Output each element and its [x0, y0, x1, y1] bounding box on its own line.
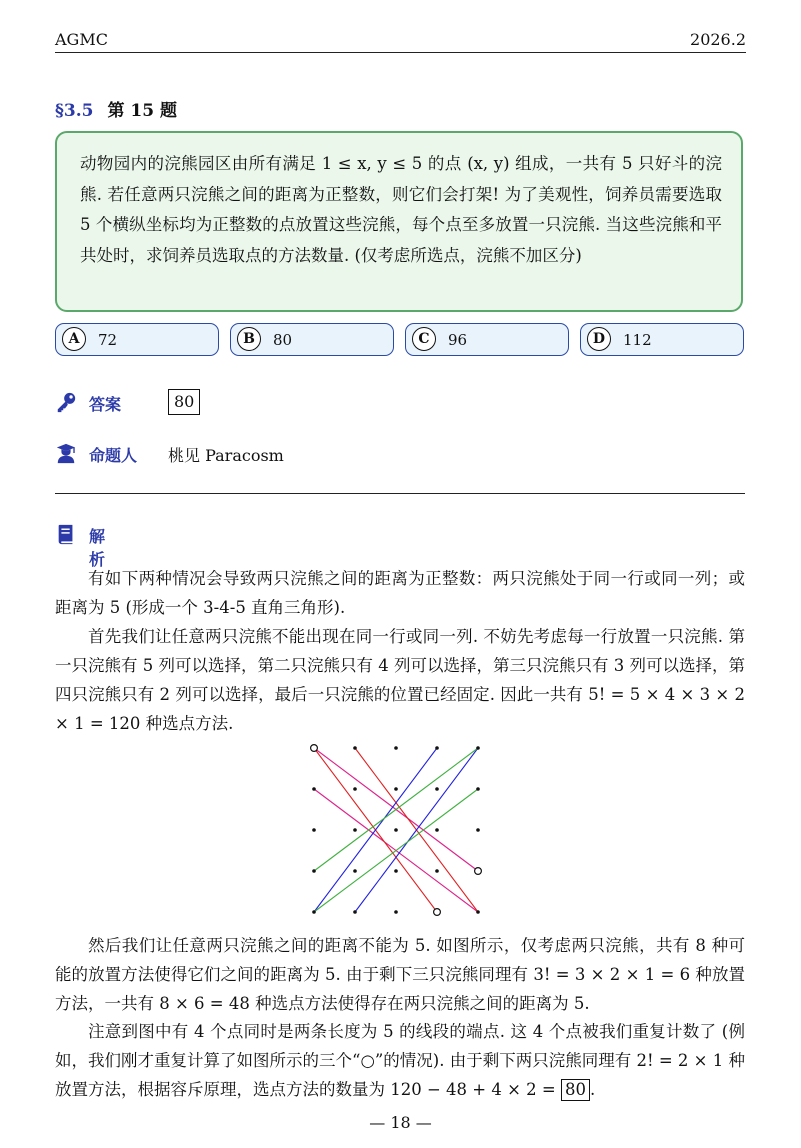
analysis-paragraph-3: 然后我们让任意两只浣熊之间的距离不能为 5. 如图所示，仅考虑两只浣熊，共有 8 种可能的放置方法使得它们之间的距离为 5. 由于剩下三只浣熊同理有 3! = 3 × 2 × 1 = 6 种放置方法，一共有 8 × 6 = 48 种选点方法使得存在两只浣熊之间的距离为 5.	[55, 936, 745, 1013]
paragraph-4-end: .	[590, 1080, 596, 1099]
author-name: 桃见 Paracosm	[168, 446, 284, 465]
grid-point	[353, 746, 357, 750]
option-letter: C	[412, 327, 436, 351]
option-a[interactable]	[55, 323, 219, 356]
answer-label: 答案	[89, 395, 122, 414]
grid-point	[312, 787, 316, 791]
grid-point	[435, 746, 439, 750]
option-value: 72	[98, 331, 118, 349]
analysis-paragraph-1: 有如下两种情况会导致两只浣熊之间的距离为正整数：两只浣熊处于同一行或同一列；或距离为 5 (形成一个 3-4-5 直角三角形).	[55, 569, 745, 617]
circled-point	[311, 745, 318, 752]
option-c[interactable]	[405, 323, 569, 356]
author-label: 命题人	[89, 446, 138, 465]
grid-point	[353, 828, 357, 832]
option-letter: A	[62, 327, 86, 351]
option-letter: B	[237, 327, 261, 351]
section-title	[55, 96, 177, 121]
option-value: 80	[273, 331, 293, 349]
grid-point	[435, 869, 439, 873]
author-row	[55, 440, 455, 466]
grid-point	[312, 828, 316, 832]
problem-text: 动物园内的浣熊园区由所有满足 1 ≤ x, y ≤ 5 的点 (x, y) 组成，一共有 5 只好斗的浣熊. 若任意两只浣熊之间的距离为正整数，则它们会打架! 为了美观性，饲养员需要选取 5 个横纵坐标均为正整数的点放置这些浣熊，每个点至多放置一只浣熊. 当这些浣熊和平共处时，求饲养员选取点的方法数量. (仅考虑所选点，浣熊不加区分)	[80, 154, 722, 265]
grid-point	[353, 869, 357, 873]
paragraph-4-text: 注意到图中有 4 个点同时是两条长度为 5 的线段的端点. 这 4 个点被我们重复计数了 (例如，我们刚才重复计算了如图所示的三个“○”的情况). 由于剩下两只浣熊同理有 2! = 2 × 1 种放置方法，根据容斥原理，选点方法的数量为 120 − 48 + 4 × 2 =	[55, 1022, 745, 1099]
page-header	[55, 30, 746, 53]
problem-title: 第 15 题	[107, 101, 177, 121]
grid-point	[353, 787, 357, 791]
grid-point	[394, 746, 398, 750]
final-answer-box: 80	[561, 1079, 590, 1101]
option-value: 96	[448, 331, 468, 349]
divider	[55, 493, 745, 494]
author-icon	[55, 442, 77, 464]
grid-point	[394, 828, 398, 832]
circled-point	[434, 909, 441, 916]
answer-row	[55, 389, 355, 415]
answer-value: 80	[168, 389, 200, 415]
grid-point	[476, 828, 480, 832]
grid-point	[435, 828, 439, 832]
page-number: — 18 —	[369, 1113, 432, 1132]
key-icon	[55, 391, 77, 413]
grid-point	[312, 910, 316, 914]
analysis-label: 解析	[89, 527, 106, 569]
header-right: 2026.2	[690, 30, 746, 49]
problem-box	[55, 131, 743, 312]
header-left: AGMC	[55, 30, 108, 49]
grid-point	[476, 787, 480, 791]
analysis-paragraph-2: 首先我们让任意两只浣熊不能出现在同一行或同一列. 不妨先考虑每一行放置一只浣熊. 第一只浣熊有 5 列可以选择，第二只浣熊只有 4 列可以选择，第三只浣熊只有 3 列可以选择，第四只浣熊只有 2 列可以选择，最后一只浣熊的位置已经固定. 因此一共有 5! = 5 × 4 × 3 × 2 × 1 = 120 种选点方法.	[55, 627, 745, 733]
circled-point	[475, 868, 482, 875]
grid-point	[476, 910, 480, 914]
grid-point	[353, 910, 357, 914]
option-value: 112	[623, 331, 652, 349]
grid-point	[435, 787, 439, 791]
grid-point	[394, 910, 398, 914]
option-d[interactable]	[580, 323, 744, 356]
grid-point	[476, 746, 480, 750]
analysis-paragraph-4	[55, 1017, 745, 1104]
section-number: §3.5	[55, 101, 94, 121]
book-icon	[55, 523, 77, 545]
option-b[interactable]	[230, 323, 394, 356]
lattice-figure	[300, 740, 496, 924]
grid-point	[312, 869, 316, 873]
grid-point	[394, 869, 398, 873]
grid-point	[394, 787, 398, 791]
option-letter: D	[587, 327, 611, 351]
